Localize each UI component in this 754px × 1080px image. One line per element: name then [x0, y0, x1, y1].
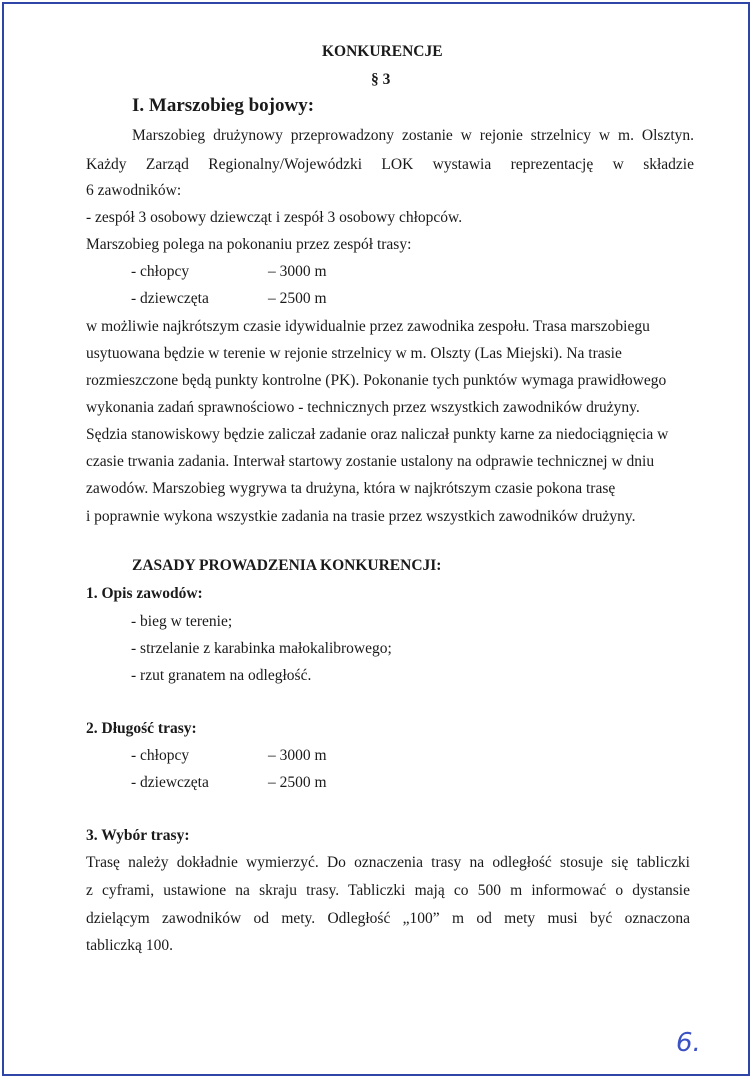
opis-item: - rzut granatem na odległość.: [131, 667, 312, 684]
opis-item: - bieg w terenie;: [131, 613, 233, 630]
paragraph-mark: § 3: [371, 71, 391, 88]
wybor-line: dzielącym zawodników od mety. Odległość „100” m od mety musi być oznaczona: [86, 910, 690, 927]
page-number: 6.: [676, 1028, 701, 1058]
wybor-line: Trasę należy dokładnie wymierzyć. Do oznaczenia trasy na odległość stosuje się tabliczki: [86, 854, 690, 871]
wybor-line: tabliczką 100.: [86, 937, 173, 954]
section-heading: I. Marszobieg bojowy:: [132, 95, 315, 116]
opis-heading: 1. Opis zawodów:: [86, 585, 203, 602]
intro-line-5: Marszobieg polega na pokonaniu przez zespół trasy:: [86, 236, 412, 253]
body-line: Sędzia stanowiskowy będzie zaliczał zadanie oraz naliczał punkty karne za niedociągnięcia w: [86, 426, 669, 443]
intro-line-3: 6 zawodników:: [86, 182, 182, 199]
intro-line-4: - zespół 3 osobowy dziewcząt i zespół 3 osobowy chłopców.: [86, 209, 463, 226]
distance-value: – 2500 m: [268, 290, 327, 307]
rules-heading: ZASADY PROWADZENIA KONKURENCJI:: [132, 557, 442, 574]
dlugosc-heading: 2. Długość trasy:: [86, 720, 197, 737]
distance-value: – 2500 m: [268, 774, 327, 791]
distance-label: - dziewczęta: [131, 774, 209, 791]
body-line: zawodów. Marszobieg wygrywa ta drużyna, która w najkrótszym czasie pokona trasę: [86, 480, 616, 497]
distance-label: - chłopcy: [131, 263, 190, 280]
wybor-heading: 3. Wybór trasy:: [86, 827, 190, 844]
intro-line-1: Marszobieg drużynowy przeprowadzony zostanie w rejonie strzelnicy w m. Olsztyn.: [132, 127, 694, 144]
body-line: w możliwie najkrótszym czasie idywidualnie przez zawodnika zespołu. Trasa marszobiegu: [86, 318, 650, 335]
body-line: i poprawnie wykona wszystkie zadania na trasie przez wszystkich zawodników drużyny.: [86, 508, 636, 525]
wybor-line: z cyframi, ustawione na skraju trasy. Tabliczki mają co 500 m informować o dystansie: [86, 882, 690, 899]
distance-value: – 3000 m: [268, 263, 327, 280]
distance-value: – 3000 m: [268, 747, 327, 764]
opis-item: - strzelanie z karabinka małokalibrowego;: [131, 640, 392, 657]
body-line: rozmieszczone będą punkty kontrolne (PK). Pokonanie tych punktów wymaga prawidłowego: [86, 372, 667, 389]
document-title: KONKURENCJE: [322, 43, 443, 60]
body-line: usytuowana będzie w terenie w rejonie strzelnicy w m. Olszty (Las Miejski). Na trasie: [86, 345, 622, 362]
body-line: wykonania zadań sprawnościowo - technicznych przez wszystkich zawodników drużyny.: [86, 399, 640, 416]
distance-label: - dziewczęta: [131, 290, 209, 307]
distance-label: - chłopcy: [131, 747, 190, 764]
intro-line-2: Każdy Zarząd Regionalny/Wojewódzki LOK wystawia reprezentację w składzie: [86, 156, 694, 173]
body-line: czasie trwania zadania. Interwał startowy zostanie ustalony na odprawie technicznej w dniu: [86, 453, 655, 470]
